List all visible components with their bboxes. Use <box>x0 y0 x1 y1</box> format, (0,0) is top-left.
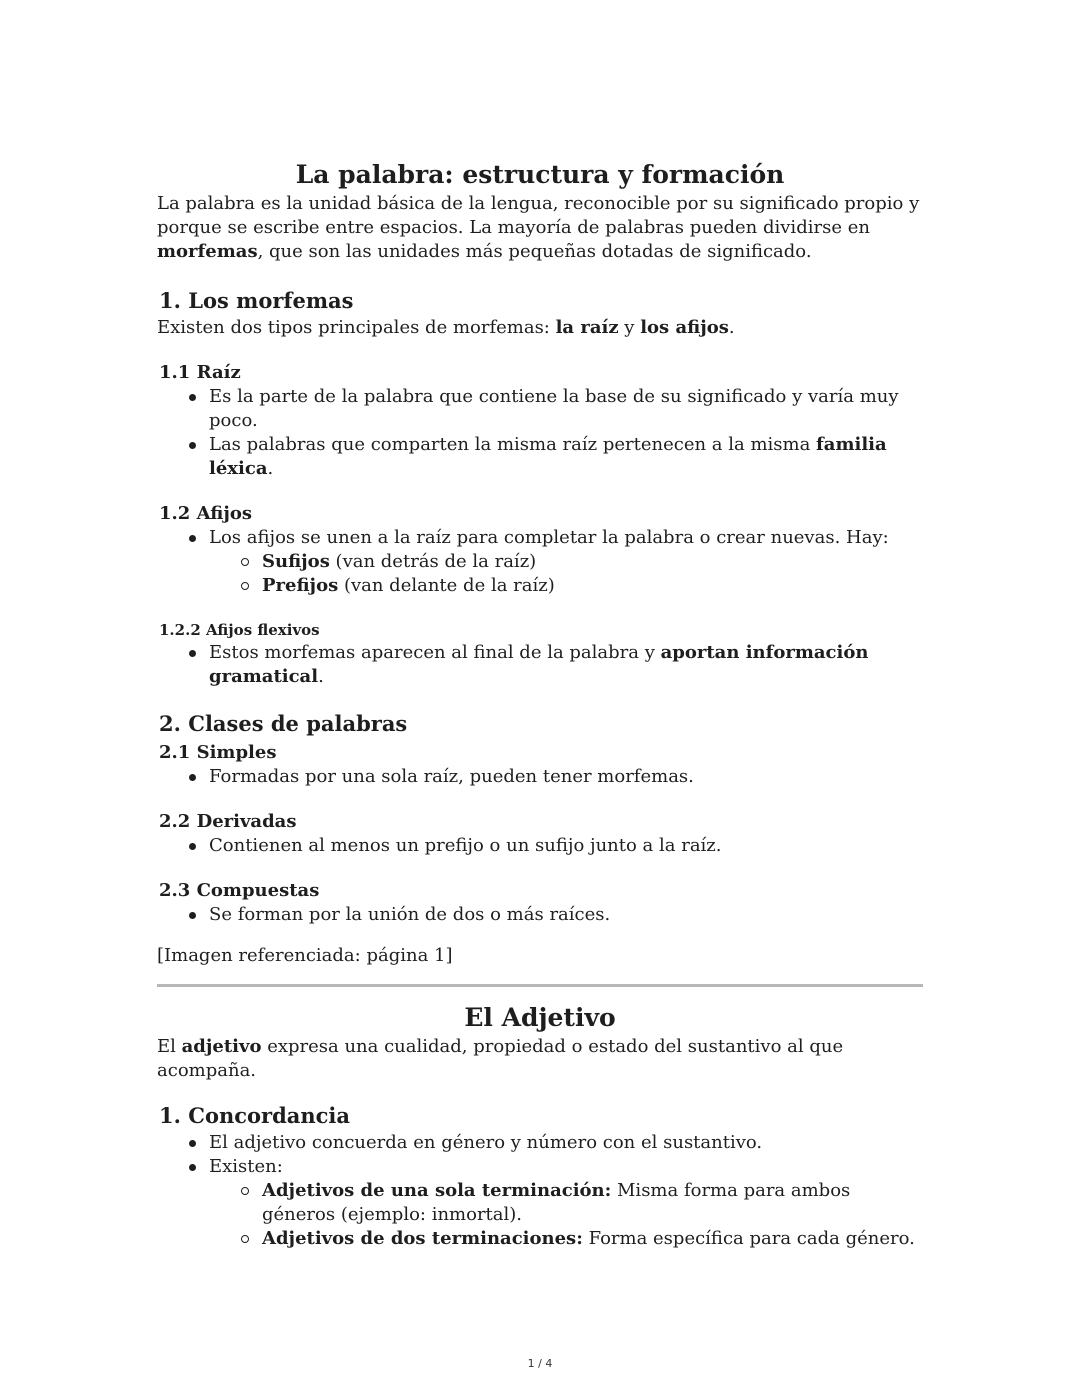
text: Forma específica para cada género. <box>582 1228 915 1249</box>
list-item: Formadas por una sola raíz, pueden tener morfemas. <box>209 765 923 789</box>
text: expresa una cualidad, propiedad o estado del sustantivo al que acompaña. <box>157 1036 844 1081</box>
list-item: Se forman por la unión de dos o más raíces. <box>209 903 923 927</box>
raiz-list <box>157 385 923 481</box>
subsection-heading-compuestas: 2.3 Compuestas <box>159 880 320 901</box>
image-reference: [Imagen referenciada: página 1] <box>157 945 453 966</box>
bold-term: Adjetivos de dos terminaciones: <box>262 1228 583 1249</box>
sublist-item <box>262 1179 923 1227</box>
text: Los afijos se unen a la raíz para completar la palabra o crear nuevas. Hay: <box>209 527 889 548</box>
adjetivo-intro <box>157 1035 923 1083</box>
simples-list <box>157 765 923 789</box>
page-number: 1 / 4 <box>527 1357 553 1370</box>
concordancia-list <box>157 1131 923 1251</box>
doc-title-adjetivo: El Adjetivo <box>464 1003 616 1032</box>
intro-paragraph <box>157 192 923 264</box>
subsection-heading-simples: 2.1 Simples <box>159 742 277 763</box>
afijos-list <box>157 526 923 598</box>
bold-term: familia léxica <box>209 434 887 479</box>
bold-term: adjetivo <box>181 1036 262 1057</box>
text: y <box>618 317 641 338</box>
text: (van detrás de la raíz) <box>329 551 537 572</box>
text: (van delante de la raíz) <box>338 575 555 596</box>
concordancia-sublist <box>209 1179 923 1251</box>
text: Existen dos tipos principales de morfemas: <box>157 317 556 338</box>
list-item: El adjetivo concuerda en género y número con el sustantivo. <box>209 1131 923 1155</box>
bold-term: los afijos <box>640 317 729 338</box>
list-item <box>209 641 923 689</box>
list-item <box>209 433 923 481</box>
morfemas-paragraph <box>157 316 923 340</box>
text: . <box>267 458 274 479</box>
list-item <box>209 526 923 598</box>
subsection-heading-derivadas: 2.2 Derivadas <box>159 811 297 832</box>
bold-term: la raíz <box>555 317 619 338</box>
text: El <box>157 1036 182 1057</box>
document-page <box>157 158 923 1251</box>
doc-title: La palabra: estructura y formación <box>295 160 785 189</box>
text: . <box>318 666 324 687</box>
text: Estos morfemas aparecen al final de la palabra y <box>209 642 661 663</box>
afijos-sublist <box>209 550 923 598</box>
section-heading-clases: 2. Clases de palabras <box>159 711 408 736</box>
text: Misma forma para ambos géneros (ejemplo: inmortal). <box>262 1180 851 1225</box>
section-heading-concordancia: 1. Concordancia <box>159 1103 351 1128</box>
bold-term: Adjetivos de una sola terminación: <box>262 1180 612 1201</box>
compuestas-list <box>157 903 923 927</box>
flexivos-list <box>157 641 923 689</box>
intro-bold-term: morfemas <box>157 241 258 262</box>
sublist-item <box>262 1227 923 1251</box>
subsection-heading-afijos: 1.2 Afijos <box>159 503 252 524</box>
subsection-heading-flexivos: 1.2.2 Afijos flexivos <box>159 621 320 639</box>
text: . <box>728 317 735 338</box>
text: Las palabras que comparten la misma raíz pertenecen a la misma <box>209 434 817 455</box>
section-heading-morfemas: 1. Los morfemas <box>159 288 354 313</box>
intro-text: La palabra es la unidad básica de la lengua, reconocible por su significado propio y porque se escribe entre espacios. La mayoría de palabras pueden dividirse en <box>157 193 920 238</box>
bold-term: Sufijos <box>262 551 330 572</box>
list-item <box>209 1155 923 1251</box>
list-item: Es la parte de la palabra que contiene la base de su significado y varía muy poco. <box>209 385 923 433</box>
sublist-item <box>262 550 923 574</box>
bold-term: Prefijos <box>262 575 339 596</box>
section-divider <box>157 984 923 987</box>
intro-text-end: , que son las unidades más pequeñas dotadas de significado. <box>257 241 812 262</box>
subsection-heading-raiz: 1.1 Raíz <box>159 362 241 383</box>
text: Existen: <box>209 1156 283 1177</box>
bold-term: aportan información gramatical <box>209 642 869 687</box>
sublist-item <box>262 574 923 598</box>
derivadas-list <box>157 834 923 858</box>
list-item: Contienen al menos un prefijo o un sufijo junto a la raíz. <box>209 834 923 858</box>
